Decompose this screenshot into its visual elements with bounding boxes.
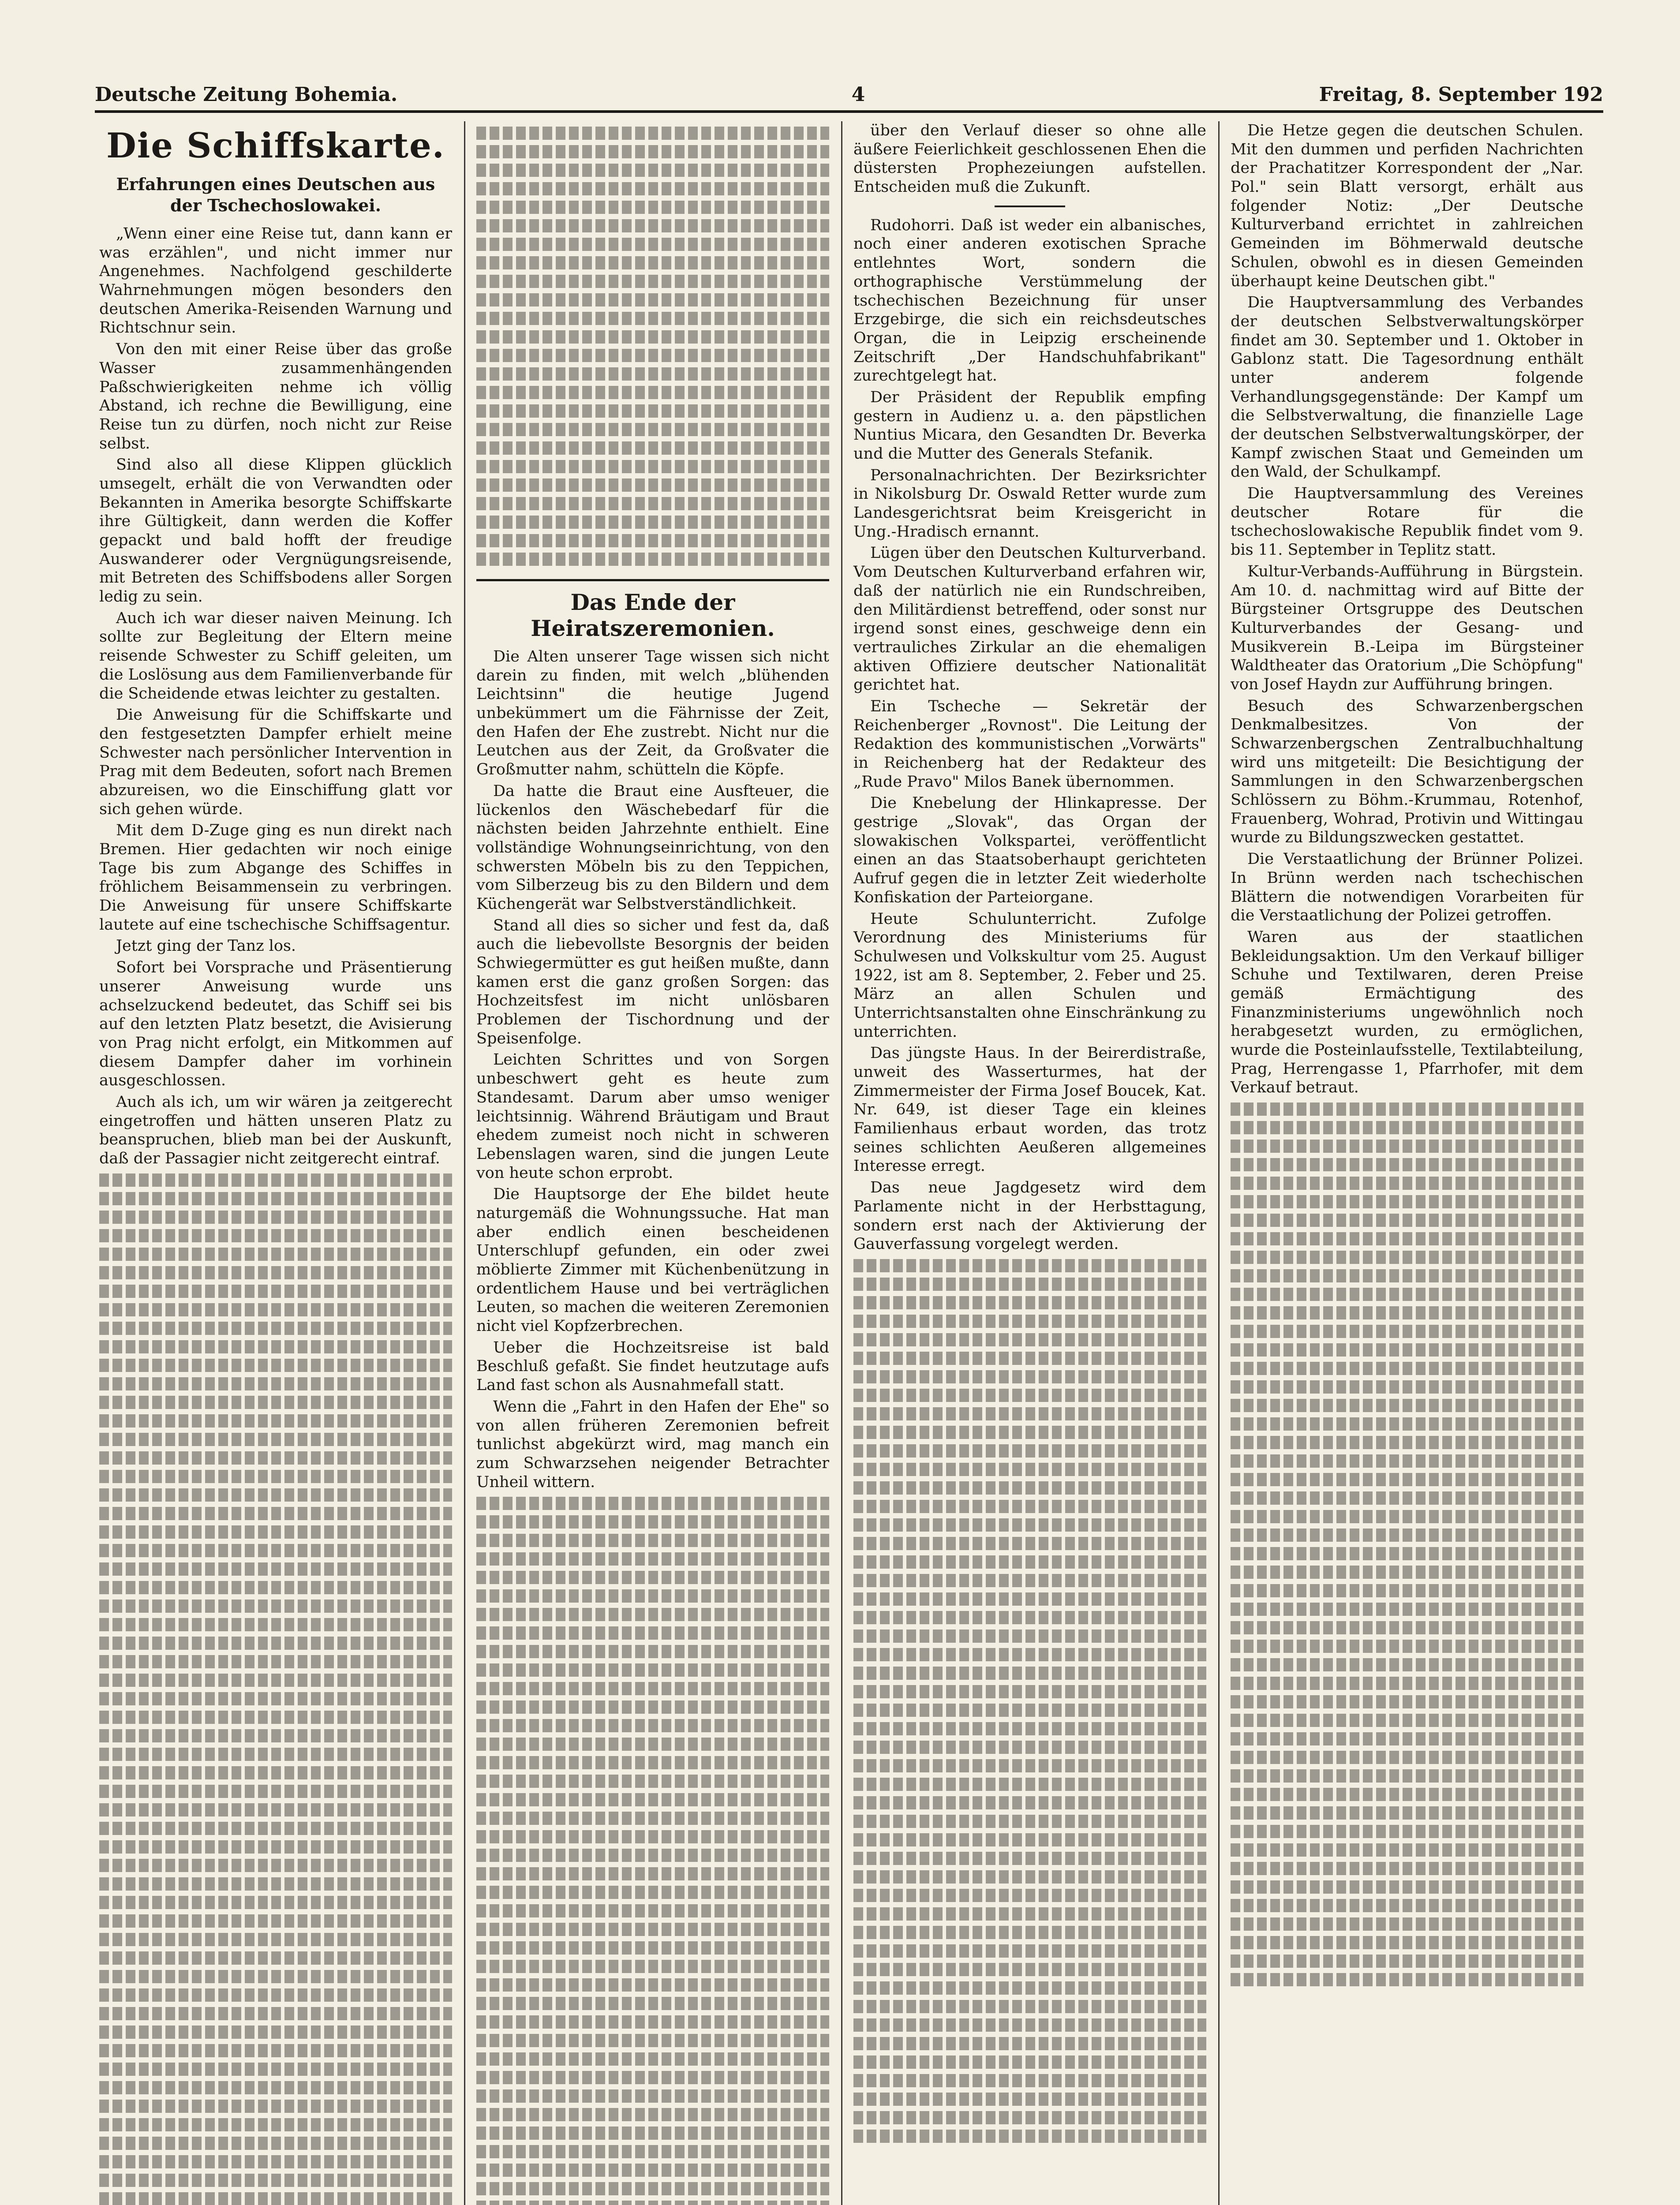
article-title-schiffskarte: Die Schiffskarte.	[106, 126, 445, 166]
news-item: Heute Schulunterricht. Zufolge Verordnung des Ministeriums für Schulwesen und Volkskultur vom 25. August 1922, ist am 8. September, 2. Feber und 25. März an allen Schulen und Unterrichtsanstalten ohne Einschränkung zu unterrichten.	[853, 910, 1206, 1041]
column-divider	[1218, 121, 1220, 2205]
illegible-text-block	[853, 1259, 1206, 2143]
news-item: Besuch des Schwarzenbergschen Denkmalbesitzes. Von der Schwarzenbergschen Zentralbuchhaltung wird uns mitgeteilt: Die Besichtigung der Sammlungen in den Schwarzenbergschen Schlössern zu Böhm.-Krummau, Rotenhof, Frauenberg, Wohrad, Protivin und Wittingau wurde zu Bildungszwecken gestattet.	[1231, 697, 1583, 847]
page-header	[95, 77, 1603, 113]
news-item: Die Knebelung der Hlinkapresse. Der gestrige „Slovak", das Organ der slowakischen Volkspartei, veröffentlicht einen an das Staatsoberhaupt gerichteten Aufruf gegen die in letzter Zeit wiederholte Konfiskation der Parteiorgane.	[853, 794, 1206, 906]
news-item: Lügen über den Deutschen Kulturverband. Vom Deutschen Kulturverband erfahren wir, daß der natürlich nie ein Rundschreiben, den Militärdienst betreffend, oder sonst nur irgend sonst eines, geschweige denn ein vertrauliches Zirkular an die ehemaligen aktiven Offiziere deutscher Nationalität gerichtet hat.	[853, 544, 1206, 694]
issue-date: Freitag, 8. September 192	[1319, 83, 1603, 106]
paragraph: über den Verlauf dieser so ohne alle äußere Feierlichkeit geschlossenen Ehen die düstersten Prophezeiungen aufstellen. Entscheiden muß die Zukunft.	[853, 122, 1206, 196]
paragraph: Wenn die „Fahrt in den Hafen der Ehe" so von allen früheren Zeremonien befreit tunlichst abgekürzt wird, mag manch ein zum Schwarzsehen neigender Betrachter Unheil wittern.	[476, 1398, 829, 1491]
news-item: Ein Tscheche — Sekretär der Reichenberger „Rovnost". Die Leitung der Redaktion des kommunistischen „Vorwärts" in Reichenberg hat der Redakteur des „Rude Pravo" Milos Banek übernommen.	[853, 697, 1206, 791]
news-item: Rudohorri. Daß ist weder ein albanisches, noch einer anderen exotischen Sprache entlehntes Wort, sondern die orthographische Verstümmelung der tschechischen Bezeichnung für unser Erzgebirge, die sich ein reichsdeutsches Organ, die in Leipzig erscheinende Zeitschrift „Der Handschuhfabrikant" zurechtgelegt hat.	[853, 216, 1206, 385]
article-body-schiffskarte	[99, 224, 452, 1168]
column-4	[1226, 121, 1588, 2205]
article-body-heiratszeremonien	[476, 647, 829, 1491]
news-item: Kultur-Verbands-Aufführung in Bürgstein. Am 10. d. nachmittag wird auf Bitte der Bürgsteiner Ortsgruppe des Deutschen Kulturverbandes der Gesang- und Musikverein B.-Leipa im Bürgsteiner Waldtheater das Oratorium „Die Schöpfung" von Josef Haydn zur Aufführung bringen.	[1231, 562, 1583, 693]
article-subtitle: Erfahrungen eines Deutschen aus der Tschechoslowakei.	[116, 174, 435, 215]
news-item: Waren aus der staatlichen Bekleidungsaktion. Um den Verkauf billiger Schuhe und Textilwaren, deren Preise gemäß Ermächtigung des Finanzministeriums ungewöhnlich noch herabgesetzt wurden, zu ermöglichen, wurde die Posteinlaufsstelle, Textilabteilung, Prag, Herrengasse 1, Pfarrhofer, mit dem Verkauf betraut.	[1231, 928, 1583, 1097]
paragraph: Stand all dies so sicher und fest da, daß auch die liebevollste Besorgnis der beiden Schwiegermütter es gut heißen mußte, dann kamen erst die ganz großen Sorgen: das Hochzeitsfest im nicht unlösbaren Problemen der Tischordnung und der Speisenfolge.	[476, 916, 829, 1047]
paragraph: Leichten Schrittes und von Sorgen unbeschwert geht es heute zum Standesamt. Darum aber umso weniger leichtsinnig. Während Bräutigam und Braut ehedem zumeist noch nicht in schweren Lebenslagen waren, sind die jungen Leute von heute schon erprobt.	[476, 1051, 829, 1182]
paragraph: Ueber die Hochzeitsreise ist bald Beschluß gefaßt. Sie findet heutzutage aufs Land fast schon als Ausnahmefall statt.	[476, 1338, 829, 1394]
column-divider	[464, 121, 465, 2205]
paragraph: Sofort bei Vorsprache und Präsentierung unserer Anweisung wurde uns achselzuckend bedeutet, das Schiff sei bis auf den letzten Platz besetzt, die Avisierung von Prag nicht erfolgt, ein Mitkommen auf diesem Dampfer daher im vorhinein ausgeschlossen.	[99, 959, 452, 1090]
paragraph: Von den mit einer Reise über das große Wasser zusammenhängenden Paßschwierigkeiten nehme ich völlig Abstand, ich rechne die Bewilligung, eine Reise tun zu dürfen, noch nicht zur Reise selbst.	[99, 340, 452, 452]
news-item: Personalnachrichten. Der Bezirksrichter in Nikolsburg Dr. Oswald Retter wurde zum Landesgerichtsrat beim Kreisgericht in Ung.-Hradisch ernannt.	[853, 466, 1206, 541]
paragraph: Da hatte die Braut eine Ausfteuer, die lückenlos den Wäschebedarf für die nächsten beiden Jahrzehnte enthielt. Eine vollständige Wohnungseinrichtung, von den schwersten Möbeln bis zu den Teppichen, vom Silberzeug bis zu den Bildern und dem Küchengerät war Selbstverständlichkeit.	[476, 782, 829, 913]
paragraph: Mit dem D-Zuge ging es nun direkt nach Bremen. Hier gedachten wir noch einige Tage bis zum Abgange des Schiffes in fröhlichem Beisammensein zu verbringen. Die Anweisung für unsere Schiffskarte lautete auf eine tschechische Schiffsagentur.	[99, 822, 452, 934]
column-3	[849, 121, 1211, 2205]
illegible-text-block	[99, 1174, 452, 2205]
news-item: Die Hetze gegen die deutschen Schulen. Mit den dummen und perfiden Nachrichten der Prachatitzer Korrespondent der „Nar. Pol." sein Blatt versorgt, erhält aus folgender Notiz: „Der Deutsche Kulturverband errichtet in zahlreichen Gemeinden im Böhmerwald deutsche Schulen, obwohl es in diesen Gemeinden überhaupt keine Deutschen gibt."	[1231, 122, 1583, 290]
paragraph: Jetzt ging der Tanz los.	[116, 937, 296, 955]
illegible-text-block	[476, 1497, 829, 2205]
column-divider	[841, 121, 842, 2205]
news-item: Die Hauptversammlung des Vereines deutscher Rotare für die tschechoslowakische Republik findet vom 9. bis 11. September in Teplitz statt.	[1231, 485, 1583, 559]
paragraph: Die Alten unserer Tage wissen sich nicht darein zu finden, mit welch „blühenden Leichtsinn" die heutige Jugend unbekümmert um die Fährnisse der Zeit, den Hafen der Ehe zustrebt. Nicht nur die Leutchen aus der Zeit, da Großvater die Großmutter nahm, schütteln die Köpfe.	[476, 648, 829, 779]
news-item: Das jüngste Haus. In der Beirerdistraße, unweit des Wasserturmes, hat der Zimmermeister der Firma Josef Boucek, Kat. Nr. 649, ist dieser Tage ein kleines Familienhaus erbaut worden, das trotz seines schlichten Aeußeren allgemeines Interesse erregt.	[853, 1044, 1206, 1175]
paragraph: Sind also all diese Klippen glücklich umsegelt, erhält die von Verwandten oder Bekannten in Amerika besorgte Schiffskarte ihre Gültigkeit, dann werden die Koffer gepackt und bald hofft der freudige Auswanderer oder Vergnügungsreisende, mit Betreten des Schiffsbodens aller Sorgen ledig zu sein.	[99, 456, 452, 606]
paragraph: Die Anweisung für die Schiffskarte und den festgesetzten Dampfer erhielt meine Schwester nach persönlicher Intervention in Prag mit dem Bedeuten, sofort nach Bremen abzureisen, wo die Einschiffung glatt vor sich gehen würde.	[99, 706, 452, 818]
news-item: Das neue Jagdgesetz wird dem Parlamente nicht in der Herbsttagung, sondern erst nach der Aktivierung der Gauverfassung vorgelegt werden.	[853, 1179, 1206, 1253]
illegible-text-block	[476, 127, 829, 566]
illegible-text-block	[1231, 1102, 1583, 1986]
article-title-heiratszeremonien: Das Ende der Heiratszeremonien.	[476, 579, 829, 641]
column-2	[472, 121, 834, 2205]
paragraph: „Wenn einer eine Reise tut, dann kann er was erzählen", und nicht immer nur Angenehmes. Nachfolgend geschilderte Wahrnehmungen mögen besonders den deutschen Amerika-Reisenden Warnung und Richtschnur sein.	[99, 225, 452, 337]
column-4-body	[1231, 121, 1583, 1097]
news-item: Die Verstaatlichung der Brünner Polizei. In Brünn werden nach tschechischen Blättern die notwendigen Vorarbeiten für die Verstaatlichung der Polizei getroffen.	[1231, 850, 1583, 925]
separator	[995, 206, 1065, 207]
page-number: 4	[851, 83, 865, 106]
paragraph: Die Hauptsorge der Ehe bildet heute naturgemäß die Wohnungssuche. Hat man aber endlich einen bescheidenen Unterschlupf gefunden, ein oder zwei möblierte Zimmer mit Küchenbenützung in ordentlichem Hause und bei verträglichen Leuten, so machen die weiteren Zeremonien nicht viel Kopfzerbrechen.	[476, 1185, 829, 1335]
column-3-body	[853, 121, 1206, 1254]
newspaper-name: Deutsche Zeitung Bohemia.	[95, 83, 398, 106]
news-item: Die Hauptversammlung des Verbandes der deutschen Selbstverwaltungskörper findet am 30. September und 1. Oktober in Gablonz statt. Die Tagesordnung enthält unter anderem folgende Verhandlungsgegenstände: Der Kampf um die Selbstverwaltung, die finanzielle Lage der deutschen Selbstverwaltungskörper, der Kampf zwischen Staat und Gemeinden um den Wald, der Schulkampf.	[1231, 294, 1583, 481]
news-item: Der Präsident der Republik empfing gestern in Audienz u. a. den päpstlichen Nuntius Micara, den Gesandten Dr. Beverka und die Mutter des Generals Stefanik.	[853, 388, 1206, 463]
paragraph: Auch ich war dieser naiven Meinung. Ich sollte zur Begleitung der Eltern meine reisende Schwester zu Schiff geleiten, um die Loslösung aus dem Familienverbande für die Scheidende etwas leichter zu gestalten.	[99, 609, 452, 703]
column-1	[95, 121, 456, 2205]
paragraph: Auch als ich, um wir wären ja zeitgerecht eingetroffen und hätten unseren Platz zu beanspruchen, blieb man bei der Auskunft, daß der Passagier nicht zeitgerecht eintraf.	[99, 1093, 452, 1167]
